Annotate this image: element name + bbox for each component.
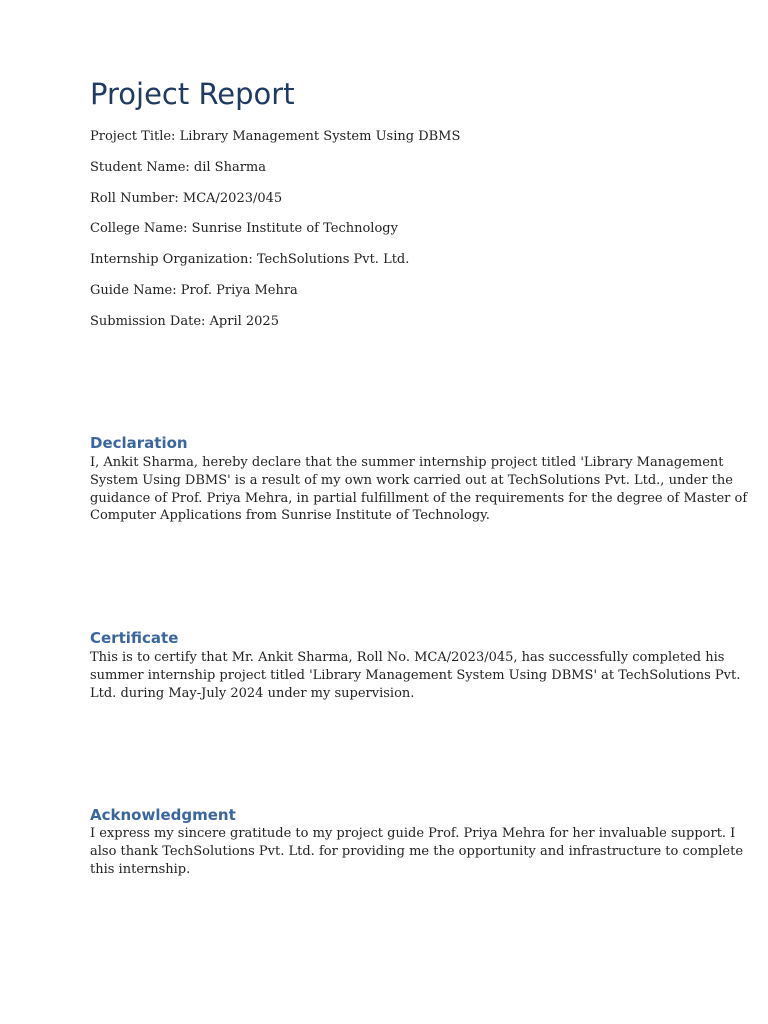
declaration-line: System Using DBMS' is a result of my own work carried out at TechSolutions Pvt. Ltd., under the	[90, 472, 733, 488]
certificate-line: Ltd. during May-July 2024 under my supervision.	[90, 685, 415, 701]
declaration-paragraph	[90, 454, 748, 525]
project-title-line: Project Title: Library Management System Using DBMS	[90, 129, 461, 144]
declaration-line: Computer Applications from Sunrise Institute of Technology.	[90, 508, 490, 524]
acknowledgment-heading: Acknowledgment	[90, 806, 236, 824]
submission-date-line: Submission Date: April 2025	[90, 314, 279, 329]
declaration-heading: Declaration	[90, 434, 188, 452]
certificate-line: summer internship project titled 'Library Management System Using DBMS' at TechSolutions Pvt.	[90, 667, 741, 683]
internship-organization-line: Internship Organization: TechSolutions Pvt. Ltd.	[90, 252, 410, 267]
college-name-line: College Name: Sunrise Institute of Technology	[90, 221, 398, 236]
declaration-line: I, Ankit Sharma, hereby declare that the summer internship project titled 'Library Management	[90, 455, 724, 470]
guide-name-line: Guide Name: Prof. Priya Mehra	[90, 283, 298, 298]
certificate-heading: Certificate	[90, 629, 179, 647]
certificate-line: This is to certify that Mr. Ankit Sharma, Roll No. MCA/2023/045, has successfully completed his	[90, 650, 725, 665]
declaration-line: guidance of Prof. Priya Mehra, in partial fulfillment of the requirements for the degree of Master of	[90, 490, 748, 506]
roll-number-line: Roll Number: MCA/2023/045	[90, 191, 283, 206]
page-title: Project Report	[90, 77, 295, 111]
acknowledgment-line: this internship.	[90, 861, 191, 877]
acknowledgment-paragraph	[90, 825, 744, 878]
acknowledgment-line: also thank TechSolutions Pvt. Ltd. for providing me the opportunity and infrastructure to complete	[90, 843, 744, 859]
certificate-paragraph	[90, 649, 741, 702]
student-name-line: Student Name: dil Sharma	[90, 160, 266, 175]
acknowledgment-line: I express my sincere gratitude to my project guide Prof. Priya Mehra for her invaluable support. I	[90, 826, 736, 841]
